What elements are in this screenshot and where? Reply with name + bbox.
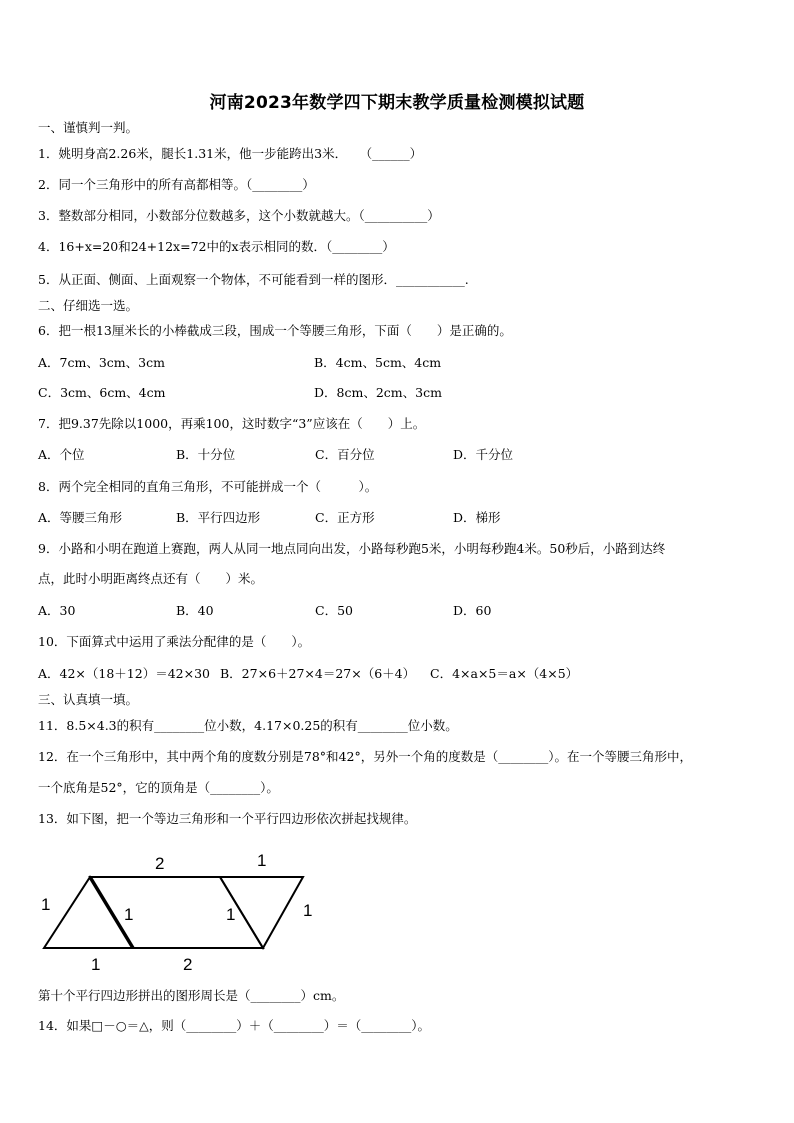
side-label: 2 (183, 955, 193, 974)
question-11: 11．8.5×4.3的积有________位小数，4.17×0.25的积有________位小数。 (38, 718, 458, 733)
section-heading-1: 一、谨慎判一判。 (38, 120, 139, 135)
question-9-line2: 点，此时小明距离终点还有（ ）米。 (38, 571, 264, 586)
option-a: A．7cm、3cm、3cm (38, 355, 165, 370)
question-12-line2: 一个底角是52°，它的顶角是（________）。 (38, 780, 279, 795)
option-b: B．平行四边形 (176, 510, 261, 525)
question-14: 14．如果□－○＝△，则（________）＋（________）＝（________）。 (38, 1018, 430, 1033)
question-3: 3．整数部分相同，小数部分位数越多，这个小数就越大。（__________） (38, 208, 440, 223)
question-13: 13．如下图，把一个等边三角形和一个平行四边形依次拼起找规律。 (38, 811, 417, 826)
option-c: C．4×a×5＝a×（4×5） (430, 666, 579, 681)
question-5: 5．从正面、侧面、上面观察一个物体，不可能看到一样的图形．___________. (38, 272, 469, 287)
side-label: 1 (226, 905, 236, 924)
side-label: 1 (303, 901, 313, 920)
question-1: 1．姚明身高2.26米，腿长1.31米，他一步能跨出3米． （______） (38, 146, 423, 161)
triangle-parallelogram-figure (30, 845, 330, 980)
side-label: 1 (257, 851, 267, 870)
option-c: C．正方形 (315, 510, 375, 525)
option-b: B．十分位 (176, 447, 236, 462)
option-d: D．60 (453, 603, 492, 618)
option-a: A．等腰三角形 (38, 510, 123, 525)
option-b: B．27×6＋27×4＝27×（6＋4） (220, 666, 416, 681)
question-6: 6．把一根13厘米长的小棒截成三段，围成一个等腰三角形，下面（ ）是正确的。 (38, 323, 512, 338)
option-a: A．42×（18＋12）＝42×30 (38, 666, 211, 681)
side-label: 1 (41, 895, 51, 914)
option-d: D．千分位 (453, 447, 514, 462)
equilateral-triangle (44, 877, 133, 948)
option-a: A．30 (38, 603, 76, 618)
section-heading-3: 三、认真填一填。 (38, 692, 139, 707)
option-c: C．3cm、6cm、4cm (38, 385, 166, 400)
parallelogram (90, 877, 263, 948)
side-label: 2 (155, 854, 165, 873)
option-c: C．百分位 (315, 447, 375, 462)
side-label: 1 (91, 955, 101, 974)
question-10: 10．下面算式中运用了乘法分配律的是（ ）。 (38, 634, 311, 649)
question-9-line1: 9．小路和小明在跑道上赛跑，两人从同一地点同向出发，小路每秒跑5米，小明每秒跑4米。50秒后，小路到达终 (38, 541, 666, 556)
page-title: 河南2023年数学四下期末教学质量检测模拟试题 (209, 93, 585, 113)
question-4: 4．16+x=20和24+12x=72中的x表示相同的数．（________） (38, 239, 395, 254)
option-d: D．8cm、2cm、3cm (314, 385, 442, 400)
option-b: B．40 (176, 603, 214, 618)
option-c: C．50 (315, 603, 353, 618)
question-2: 2．同一个三角形中的所有高都相等。（________） (38, 177, 315, 192)
option-a: A．个位 (38, 447, 85, 462)
option-b: B．4cm、5cm、4cm (314, 355, 442, 370)
question-13-ask: 第十个平行四边形拼出的图形周长是（________）cm。 (38, 988, 345, 1003)
section-heading-2: 二、仔细选一选。 (38, 298, 139, 313)
option-d: D．梯形 (453, 510, 501, 525)
question-7: 7．把9.37先除以1000，再乘100，这时数字“3”应该在（ ）上。 (38, 416, 426, 431)
side-label: 1 (124, 905, 134, 924)
question-12-line1: 12．在一个三角形中，其中两个角的度数分别是78°和42°，另外一个角的度数是（________）。在一个等腰三角形中， (38, 749, 692, 764)
question-8: 8．两个完全相同的直角三角形，不可能拼成一个（ ）。 (38, 479, 378, 494)
